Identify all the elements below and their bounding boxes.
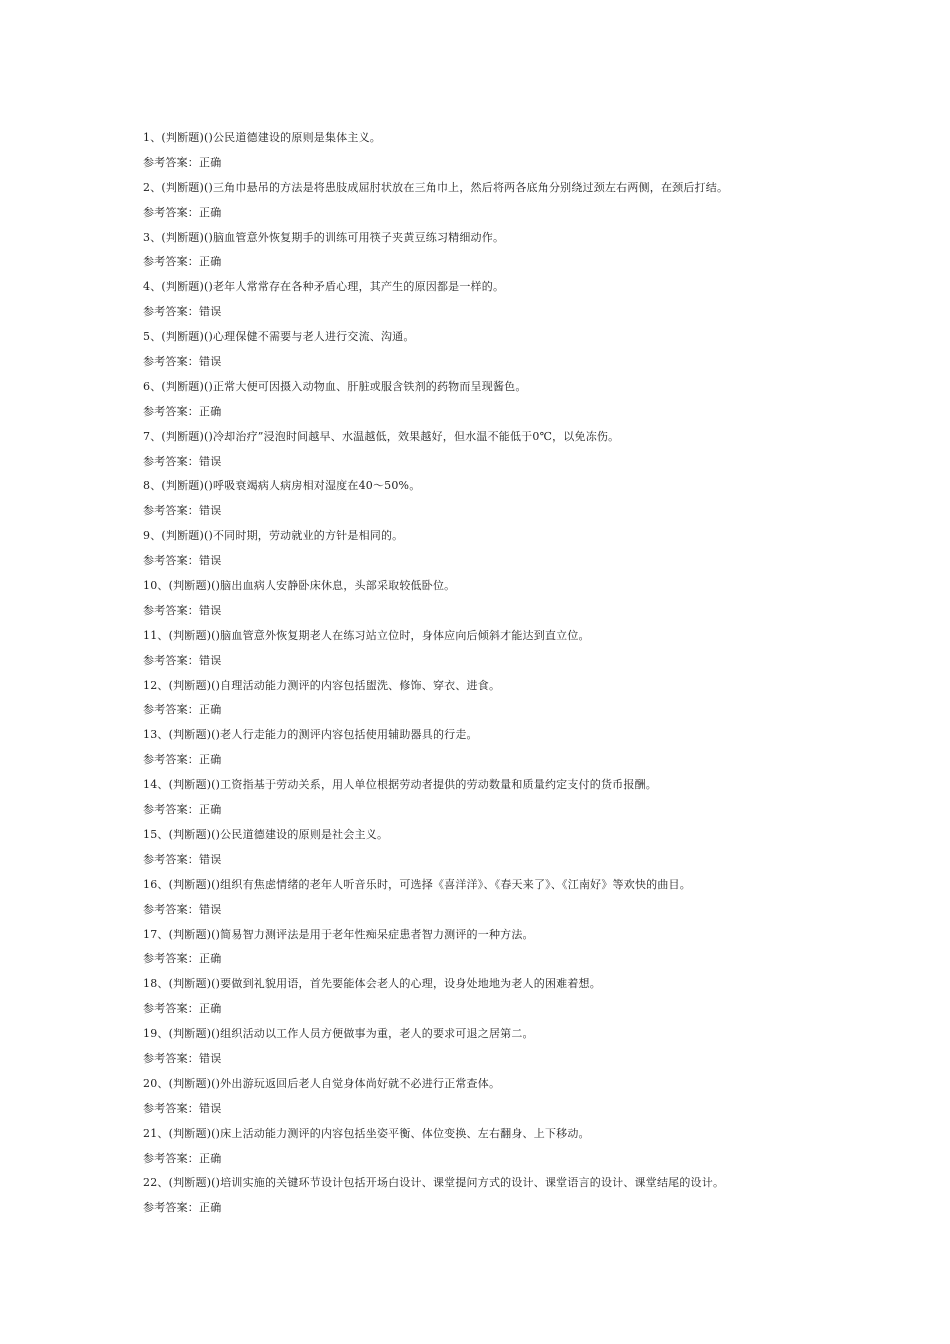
question-text: 14、(判断题)()工资指基于劳动关系，用人单位根据劳动者提供的劳动数量和质量约定支付的货币报酬。 <box>143 778 657 792</box>
question-text: 2、(判断题)()三角巾悬吊的方法是将患肢成屈肘状放在三角巾上，然后将两各底角分别绕过颈左右两侧，在颈后打结。 <box>143 180 729 194</box>
question-text: 9、(判断题)()不同时期，劳动就业的方针是相同的。 <box>143 529 404 543</box>
answer-text: 参考答案：正确 <box>143 404 222 418</box>
answer-text: 参考答案：正确 <box>143 205 222 219</box>
question-text: 16、(判断题)()组织有焦虑情绪的老年人听音乐时，可选择《喜洋洋》、《春天来了》、《江南好》等欢快的曲目。 <box>143 877 691 891</box>
question-list <box>143 126 843 1221</box>
question-text: 7、(判断题)()冷却治疗”浸泡时间越早、水温越低，效果越好，但水温不能低于0℃，以免冻伤。 <box>143 429 620 443</box>
answer-text: 参考答案：正确 <box>143 753 222 767</box>
question-text: 4、(判断题)()老年人常常存在各种矛盾心理，其产生的原因都是一样的。 <box>143 280 505 294</box>
answer-text: 参考答案：错误 <box>143 1101 222 1115</box>
answer-text: 参考答案：错误 <box>143 1051 222 1065</box>
question-text: 11、(判断题)()脑血管意外恢复期老人在练习站立位时，身体应向后倾斜才能达到直立位。 <box>143 628 590 642</box>
answer-text: 参考答案：正确 <box>143 952 222 966</box>
answer-text: 参考答案：正确 <box>143 803 222 817</box>
question-text: 5、(判断题)()心理保健不需要与老人进行交流、沟通。 <box>143 330 415 344</box>
answer-text: 参考答案：正确 <box>143 155 222 169</box>
answer-text: 参考答案：错误 <box>143 653 222 667</box>
question-text: 21、(判断题)()床上活动能力测评的内容包括坐姿平衡、体位变换、左右翻身、上下移动。 <box>143 1126 590 1140</box>
answer-text: 参考答案：正确 <box>143 255 222 269</box>
question-text: 22、(判断题)()培训实施的关键环节设计包括开场白设计、课堂提问方式的设计、课堂语言的设计、课堂结尾的设计。 <box>143 1176 725 1190</box>
answer-text: 参考答案：正确 <box>143 703 222 717</box>
answer-text: 参考答案：错误 <box>143 603 222 617</box>
answer-text: 参考答案：正确 <box>143 1201 222 1215</box>
question-text: 13、(判断题)()老人行走能力的测评内容包括使用辅助器具的行走。 <box>143 728 478 742</box>
question-text: 18、(判断题)()要做到礼貌用语，首先要能体会老人的心理，设身处地地为老人的困难着想。 <box>143 977 601 991</box>
answer-text: 参考答案：错误 <box>143 454 222 468</box>
answer-text: 参考答案：错误 <box>143 355 222 369</box>
answer-text: 参考答案：错误 <box>143 852 222 866</box>
question-text: 6、(判断题)()正常大便可因摄入动物血、肝脏或服含铁剂的药物而呈现酱色。 <box>143 379 527 393</box>
question-text: 12、(判断题)()自理活动能力测评的内容包括盥洗、修饰、穿衣、进食。 <box>143 678 501 692</box>
answer-text: 参考答案：错误 <box>143 504 222 518</box>
answer-text: 参考答案：正确 <box>143 1151 222 1165</box>
question-text: 3、(判断题)()脑血管意外恢复期手的训练可用筷子夹黄豆练习精细动作。 <box>143 230 505 244</box>
question-text: 1、(判断题)()公民道德建设的原则是集体主义。 <box>143 131 381 144</box>
answer-text: 参考答案：正确 <box>143 1002 222 1016</box>
question-text: 8、(判断题)()呼吸衰竭病人病房相对湿度在40～50%。 <box>143 479 421 493</box>
question-text: 15、(判断题)()公民道德建设的原则是社会主义。 <box>143 827 389 841</box>
answer-text: 参考答案：错误 <box>143 554 222 568</box>
answer-text: 参考答案：错误 <box>143 305 222 319</box>
question-text: 10、(判断题)()脑出血病人安静卧床休息，头部采取较低卧位。 <box>143 579 456 593</box>
question-text: 19、(判断题)()组织活动以工作人员方便做事为重，老人的要求可退之居第二。 <box>143 1027 534 1041</box>
question-text: 20、(判断题)()外出游玩返回后老人自觉身体尚好就不必进行正常查体。 <box>143 1076 501 1090</box>
question-text: 17、(判断题)()简易智力测评法是用于老年性痴呆症患者智力测评的一种方法。 <box>143 927 534 941</box>
answer-text: 参考答案：错误 <box>143 902 222 916</box>
